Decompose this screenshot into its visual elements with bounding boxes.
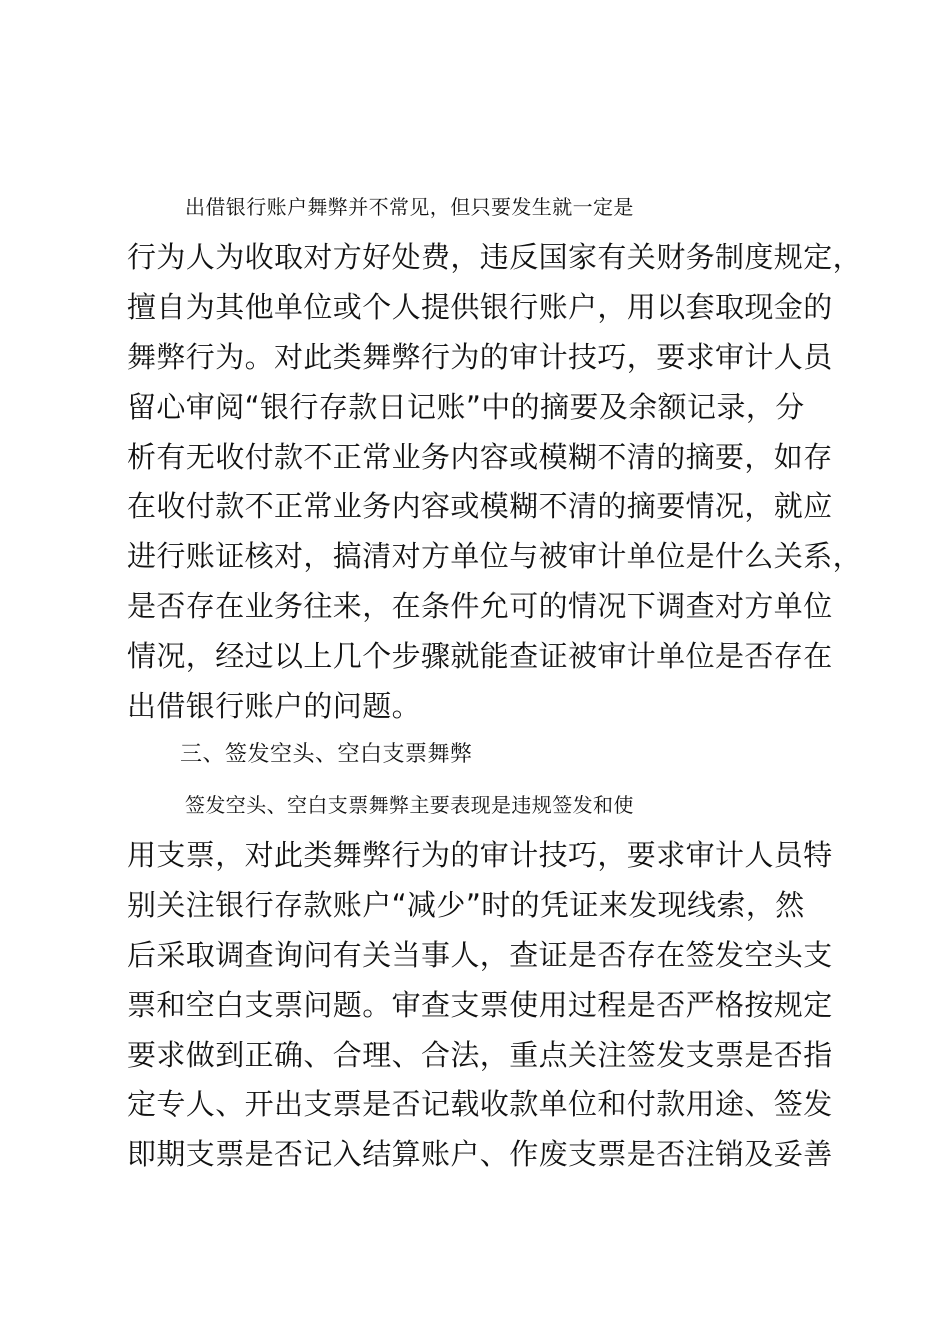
paragraph-1-line-9: 是否存在业务往来，在条件允可的情况下调查对方单位 <box>127 589 833 623</box>
paragraph-2-line-2: 用支票，对此类舞弊行为的审计技巧，要求审计人员特 <box>127 838 833 872</box>
paragraph-1-line-11: 出借银行账户的问题。 <box>127 689 422 723</box>
paragraph-1-line-1: 出借银行账户舞弊并不常见，但只要发生就一定是 <box>185 195 634 219</box>
paragraph-1-line-3: 擅自为其他单位或个人提供银行账户，用以套取现金的 <box>127 290 833 324</box>
paragraph-1-line-8: 进行账证核对，搞清对方单位与被审计单位是什么关系， <box>127 539 863 573</box>
paragraph-1-line-4: 舞弊行为。对此类舞弊行为的审计技巧，要求审计人员 <box>127 340 833 374</box>
paragraph-1-line-10: 情况，经过以上几个步骤就能查证被审计单位是否存在 <box>127 639 833 673</box>
section-heading: 三、签发空头、空白支票舞弊 <box>180 742 473 767</box>
paragraph-2-line-7: 定专人、开出支票是否记载收款单位和付款用途、签发 <box>127 1087 833 1121</box>
paragraph-2-line-6: 要求做到正确、合理、合法，重点关注签发支票是否指 <box>127 1038 833 1072</box>
paragraph-2-line-8: 即期支票是否记入结算账户、作废支票是否注销及妥善 <box>127 1137 833 1171</box>
paragraph-1-line-7: 在收付款不正常业务内容或模糊不清的摘要情况，就应 <box>127 489 833 523</box>
paragraph-2-line-3: 别关注银行存款账户“减少”时的凭证来发现线索，然 <box>127 888 805 922</box>
paragraph-1-line-2: 行为人为收取对方好处费，违反国家有关财务制度规定， <box>127 240 863 274</box>
paragraph-1-line-5: 留心审阅“银行存款日记账”中的摘要及余额记录，分 <box>127 390 805 424</box>
paragraph-2-line-1: 签发空头、空白支票舞弊主要表现是违规签发和使 <box>185 793 634 817</box>
paragraph-2-line-4: 后采取调查询问有关当事人，查证是否存在签发空头支 <box>127 938 833 972</box>
paragraph-1-line-6: 析有无收付款不正常业务内容或模糊不清的摘要，如存 <box>127 440 833 474</box>
paragraph-2-line-5: 票和空白支票问题。审查支票使用过程是否严格按规定 <box>127 988 833 1022</box>
